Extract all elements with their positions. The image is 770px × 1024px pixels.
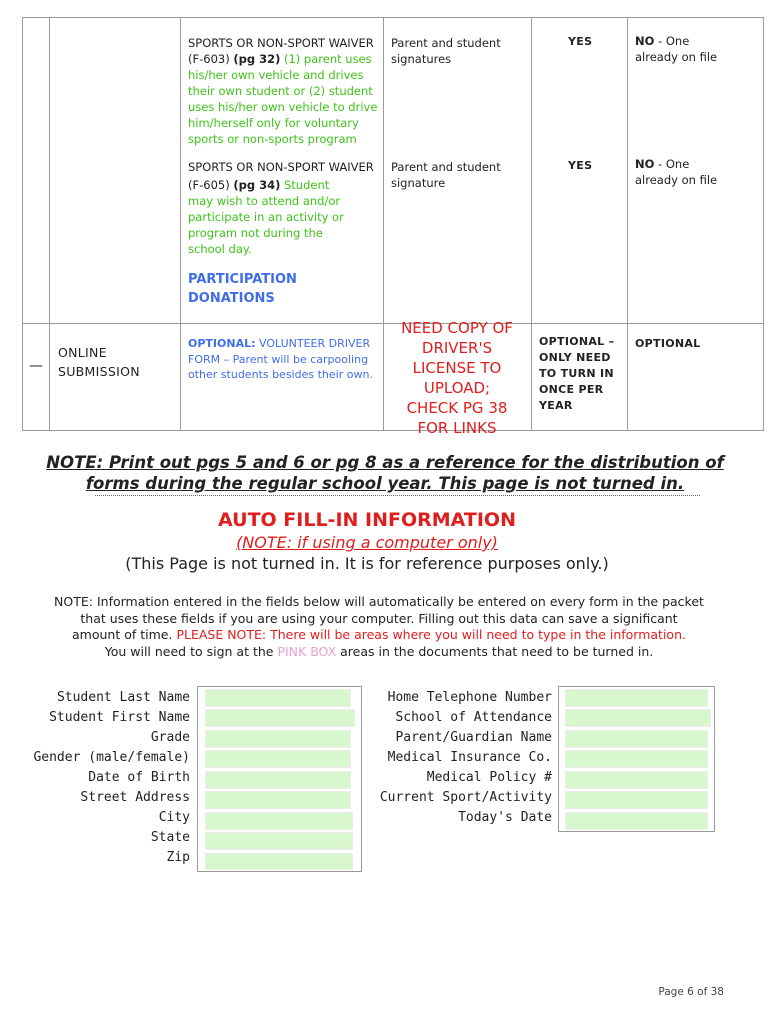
field-label-medical-insurance: Medical Insurance Co. bbox=[387, 750, 552, 765]
grade-field[interactable] bbox=[205, 730, 351, 748]
need-copy-line: CHECK PG 38 bbox=[406, 399, 508, 417]
waiver2-no-rest: - One bbox=[658, 157, 690, 171]
field-label-student-last-name: Student Last Name bbox=[56, 690, 190, 705]
waiver2-desc-line: program not during the bbox=[188, 226, 323, 240]
optional-note-line: ONLY NEED bbox=[539, 351, 611, 364]
waiver2-title: SPORTS OR NON-SPORT WAIVER bbox=[188, 160, 374, 174]
optional-once-per-year bbox=[539, 334, 614, 414]
optional-line: FORM – Parent will be carpooling bbox=[188, 352, 369, 366]
field-label-grade: Grade bbox=[150, 730, 190, 745]
field-label-todays-date: Today's Date bbox=[458, 810, 552, 825]
waiver1-title: SPORTS OR NON-SPORT WAIVER bbox=[188, 36, 374, 50]
need-copy-note bbox=[383, 318, 531, 438]
instructions-text: You will need to sign at the bbox=[104, 643, 278, 659]
waiver2-no-label: NO bbox=[635, 157, 655, 171]
right-field-labels bbox=[370, 688, 552, 828]
waiver1-code: (F-603) bbox=[188, 52, 230, 66]
need-copy-line: FOR LINKS bbox=[417, 419, 497, 437]
note-line-2: forms during the regular school year. This page is not turned in. bbox=[85, 474, 685, 493]
need-copy-line: UPLOAD; bbox=[423, 379, 491, 397]
need-copy-line: NEED COPY OF bbox=[401, 319, 513, 337]
submission-line: SUBMISSION bbox=[58, 364, 140, 379]
volunteer-driver-form bbox=[188, 336, 383, 383]
zip-field[interactable] bbox=[205, 853, 353, 870]
online-submission bbox=[58, 343, 140, 381]
donations-line: PARTICIPATION bbox=[188, 272, 297, 287]
waiver2-description bbox=[188, 159, 383, 257]
table-divider bbox=[531, 18, 532, 430]
field-label-gender: Gender (male/female) bbox=[33, 750, 190, 765]
dotted-divider bbox=[95, 495, 700, 497]
home-telephone-field[interactable] bbox=[565, 689, 708, 707]
field-label-zip: Zip bbox=[166, 850, 190, 865]
autofill-title: AUTO FILL-IN INFORMATION bbox=[218, 509, 516, 531]
waiver1-desc-line: him/herself only for voluntary bbox=[188, 116, 359, 130]
need-copy-line: LICENSE TO bbox=[412, 359, 502, 377]
field-label-home-telephone: Home Telephone Number bbox=[387, 690, 552, 705]
autofill-reference: (This Page is not turned in. It is for reference purposes only.) bbox=[125, 554, 609, 573]
street-address-field[interactable] bbox=[205, 791, 351, 809]
optional-last: OPTIONAL bbox=[635, 337, 701, 350]
waiver1-no-line2: already on file bbox=[635, 50, 718, 64]
waiver2-desc-line: school day. bbox=[188, 242, 252, 256]
waiver1-page: (pg 32) bbox=[233, 52, 281, 66]
state-field[interactable] bbox=[205, 832, 353, 850]
waiver2-desc-line: participate in an activity or bbox=[188, 210, 344, 224]
autofill-instructions bbox=[24, 594, 734, 660]
waiver1-signatures bbox=[391, 35, 501, 67]
field-label-parent-guardian-name: Parent/Guardian Name bbox=[395, 730, 552, 745]
waiver1-sig-line: Parent and student bbox=[391, 36, 501, 50]
table-divider bbox=[180, 18, 181, 430]
city-field[interactable] bbox=[205, 812, 353, 830]
please-note-text: PLEASE NOTE: There will be areas where you will need to type in the information. bbox=[176, 627, 686, 642]
page-number: Page 6 of 38 bbox=[658, 986, 724, 998]
table-divider bbox=[49, 18, 50, 430]
optional-note-line: OPTIONAL – bbox=[539, 335, 615, 348]
optional-label: OPTIONAL: bbox=[188, 337, 256, 350]
autofill-subtitle: (NOTE: if using a computer only) bbox=[236, 533, 498, 552]
waiver1-description bbox=[188, 35, 383, 147]
waiver2-sig-line: signature bbox=[391, 176, 446, 190]
parent-guardian-name-field[interactable] bbox=[565, 730, 708, 748]
waiver1-code-line bbox=[188, 51, 383, 67]
waiver2-sig-line: Parent and student bbox=[391, 160, 501, 174]
field-label-current-sport: Current Sport/Activity bbox=[379, 790, 552, 805]
todays-date-field[interactable] bbox=[565, 812, 708, 830]
waiver2-code: (F-605) bbox=[188, 178, 230, 192]
instructions-text: areas in the documents that need to be turned in. bbox=[336, 643, 654, 659]
gender-field[interactable] bbox=[205, 750, 351, 768]
waiver1-desc-line: (1) parent uses bbox=[283, 52, 372, 66]
optional-line: other students besides their own. bbox=[188, 368, 373, 381]
optional-note-line: TO TURN IN bbox=[539, 367, 614, 380]
submission-line: ONLINE bbox=[58, 345, 107, 360]
waiver1-no bbox=[635, 33, 717, 65]
waiver2-no-line2: already on file bbox=[635, 173, 718, 187]
student-last-name-field[interactable] bbox=[205, 689, 351, 707]
waiver2-no bbox=[635, 156, 717, 188]
waiver1-yes: YES bbox=[568, 35, 593, 48]
waiver2-page: (pg 34) bbox=[233, 178, 281, 192]
instructions-text: amount of time. bbox=[72, 627, 177, 642]
optional-note-line: YEAR bbox=[539, 399, 573, 412]
waiver1-no-label: NO bbox=[635, 34, 655, 48]
waiver2-code-line bbox=[188, 177, 383, 193]
field-label-city: City bbox=[158, 810, 190, 825]
note-line-1: NOTE: Print out pgs 5 and 6 or pg 8 as a reference for the distribution of bbox=[46, 453, 724, 472]
waiver1-sig-line: signatures bbox=[391, 52, 452, 66]
current-sport-field[interactable] bbox=[565, 791, 708, 809]
instructions-line: that uses these fields if you are using your computer. Filling out this data can save a significant bbox=[80, 610, 678, 626]
field-label-school-of-attendance: School of Attendance bbox=[395, 710, 552, 725]
left-field-labels bbox=[30, 688, 190, 868]
field-label-student-first-name: Student First Name bbox=[49, 710, 190, 725]
optional-note-line: ONCE PER bbox=[539, 383, 604, 396]
waiver2-desc-line: may wish to attend and/or bbox=[188, 194, 341, 208]
waiver1-desc-line: uses his/her own vehicle to drive bbox=[188, 100, 378, 114]
optional-title: VOLUNTEER DRIVER bbox=[259, 337, 371, 350]
school-of-attendance-field[interactable] bbox=[565, 709, 711, 727]
waiver2-signatures bbox=[391, 159, 501, 191]
waiver2-yes: YES bbox=[568, 159, 593, 172]
instructions-line bbox=[24, 644, 734, 661]
field-label-date-of-birth: Date of Birth bbox=[88, 770, 190, 785]
participation-donations bbox=[188, 270, 297, 308]
field-label-state: State bbox=[150, 830, 190, 845]
waiver1-desc-line: his/her own vehicle and drives bbox=[188, 68, 364, 82]
forms-table bbox=[22, 17, 764, 437]
donations-line: DONATIONS bbox=[188, 291, 275, 306]
waiver1-desc-line: sports or non-sports program bbox=[188, 132, 357, 146]
waiver2-desc-first: Student bbox=[283, 178, 330, 192]
instructions-line: NOTE: Information entered in the fields below will automatically be entered on every form in the packet bbox=[54, 594, 704, 609]
date-of-birth-field[interactable] bbox=[205, 771, 351, 789]
medical-policy-field[interactable] bbox=[565, 771, 708, 789]
instructions-line bbox=[24, 627, 734, 644]
student-first-name-field[interactable] bbox=[205, 709, 355, 727]
need-copy-line: DRIVER'S bbox=[421, 339, 493, 357]
field-label-medical-policy: Medical Policy # bbox=[426, 770, 552, 785]
waiver1-no-rest: - One bbox=[658, 34, 690, 48]
pink-box-text: PINK BOX bbox=[277, 643, 337, 659]
row2-dash: — bbox=[29, 358, 43, 374]
table-divider bbox=[627, 18, 628, 430]
field-label-street-address: Street Address bbox=[80, 790, 190, 805]
medical-insurance-field[interactable] bbox=[565, 750, 708, 768]
waiver1-desc-line: their own student or (2) student bbox=[188, 84, 373, 98]
